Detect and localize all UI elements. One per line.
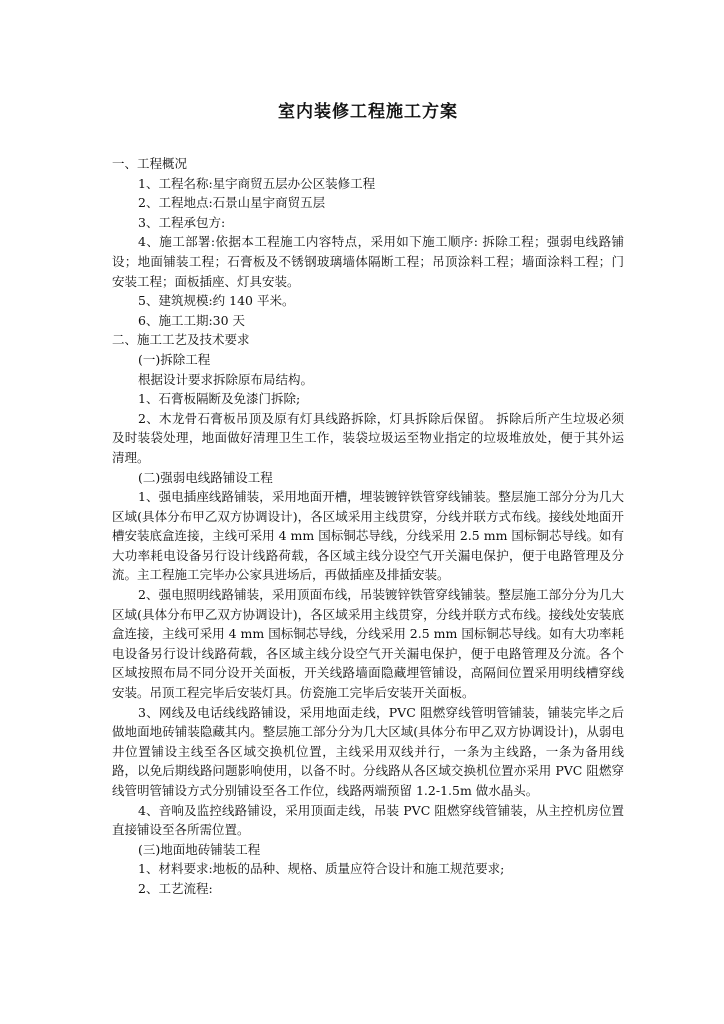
subsection-heading: (三)地面地砖铺装工程 [138,841,261,857]
paragraph: 1、强电插座线路铺装，采用地面开槽，埋装镀锌铁管穿线铺装。整层施工部分分为几大区域(具体分布甲乙双方协调设计)，各区域采用主线贯穿，分线并联方式布线。接线处地面开槽安装底盒连接，主线可采用 4 mm 国标铜芯导线，分线采用 2.5 mm 国标铜芯导线。如有大功率耗电设备另行设计线路荷载，各区域主线分设空气开关漏电保护，便于电路管理及分流。主工程施工完毕办公家具进场后，再做插座及排插安装。 [112,489,624,583]
subsection-heading: (二)强弱电线路铺设工程 [138,469,273,485]
paragraph: 5、建筑规模:约 140 平米。 [138,293,295,309]
document-page [112,100,624,899]
paragraph: 根据设计要求拆除原布局结构。 [138,371,314,387]
paragraph: 3、工程承包方: [138,214,226,230]
paragraph: 2、强电照明线路铺装，采用顶面布线，吊装镀锌铁管穿线铺装。整层施工部分分为几大区域(具体分布甲乙双方协调设计)，各区域采用主线贯穿，分线并联方式布线。接线处安装底盒连接，主线可采用 4 mm 国标铜芯导线，分线采用 2.5 mm 国标铜芯导线。如有大功率耗电设备另行设计线路荷载，各区域主线分设空气开关漏电保护，便于电路管理及分流。各个区域按照布局不同分设开关面板，开关线路墙面隐藏埋管铺设，高隔间位置采用明线槽穿线安装。吊顶工程完毕后安装灯具。仿瓷施工完毕后安装开关面板。 [112,587,624,701]
paragraph: 1、工程名称:星宇商贸五层办公区装修工程 [138,175,376,191]
paragraph: 2、工艺流程: [138,880,213,896]
document-title: 室内装修工程施工方案 [278,102,458,122]
paragraph: 2、木龙骨石膏板吊顶及原有灯具线路拆除，灯具拆除后保留。 拆除后所产生垃圾必须及时装袋处理，地面做好清理卫生工作，装袋垃圾运至物业指定的垃圾堆放处，便于其外运清理。 [112,410,624,465]
paragraph: 1、材料要求:地板的品种、规格、质量应符合设计和施工规范要求; [138,861,505,877]
paragraph: 3、网线及电话线线路铺设，采用地面走线，PVC 阻燃穿线管明管铺装，铺装完毕之后做地面地砖铺装隐藏其内。整层施工部分分为几大区域(具体分布甲乙双方协调设计)，从弱电井位置铺设主线至各区域交换机位置，主线采用双线并行，一条为主线路，一条为备用线路，以免后期线路问题影响使用，以备不时。分线路从各区域交换机位置亦采用 PVC 阻燃穿线管明管铺设方式分别铺设至各工作位，线路两端预留 1.2-1.5m 做水晶头。 [112,704,624,798]
paragraph: 4、音响及监控线路铺设，采用顶面走线，吊装 PVC 阻燃穿线管铺装，从主控机房位置直接铺设至各所需位置。 [112,802,624,838]
paragraph: 2、工程地点:石景山星宇商贸五层 [138,195,326,211]
section-heading: 一、工程概况 [112,156,188,171]
paragraph: 4、施工部署:依据本工程施工内容特点，采用如下施工顺序: 拆除工程；强弱电线路铺设；地面铺装工程；石膏板及不锈钢玻璃墙体隔断工程；吊顶涂料工程；墙面涂料工程；门安装工程；面板插座、灯具安装。 [112,234,624,289]
paragraph: 1、石膏板隔断及免漆门拆除; [138,391,301,407]
paragraph: 6、施工工期:30 天 [138,312,246,328]
subsection-heading: (一)拆除工程 [138,351,211,367]
document-body [112,154,624,899]
section-heading: 二、施工工艺及技术要求 [112,332,250,348]
